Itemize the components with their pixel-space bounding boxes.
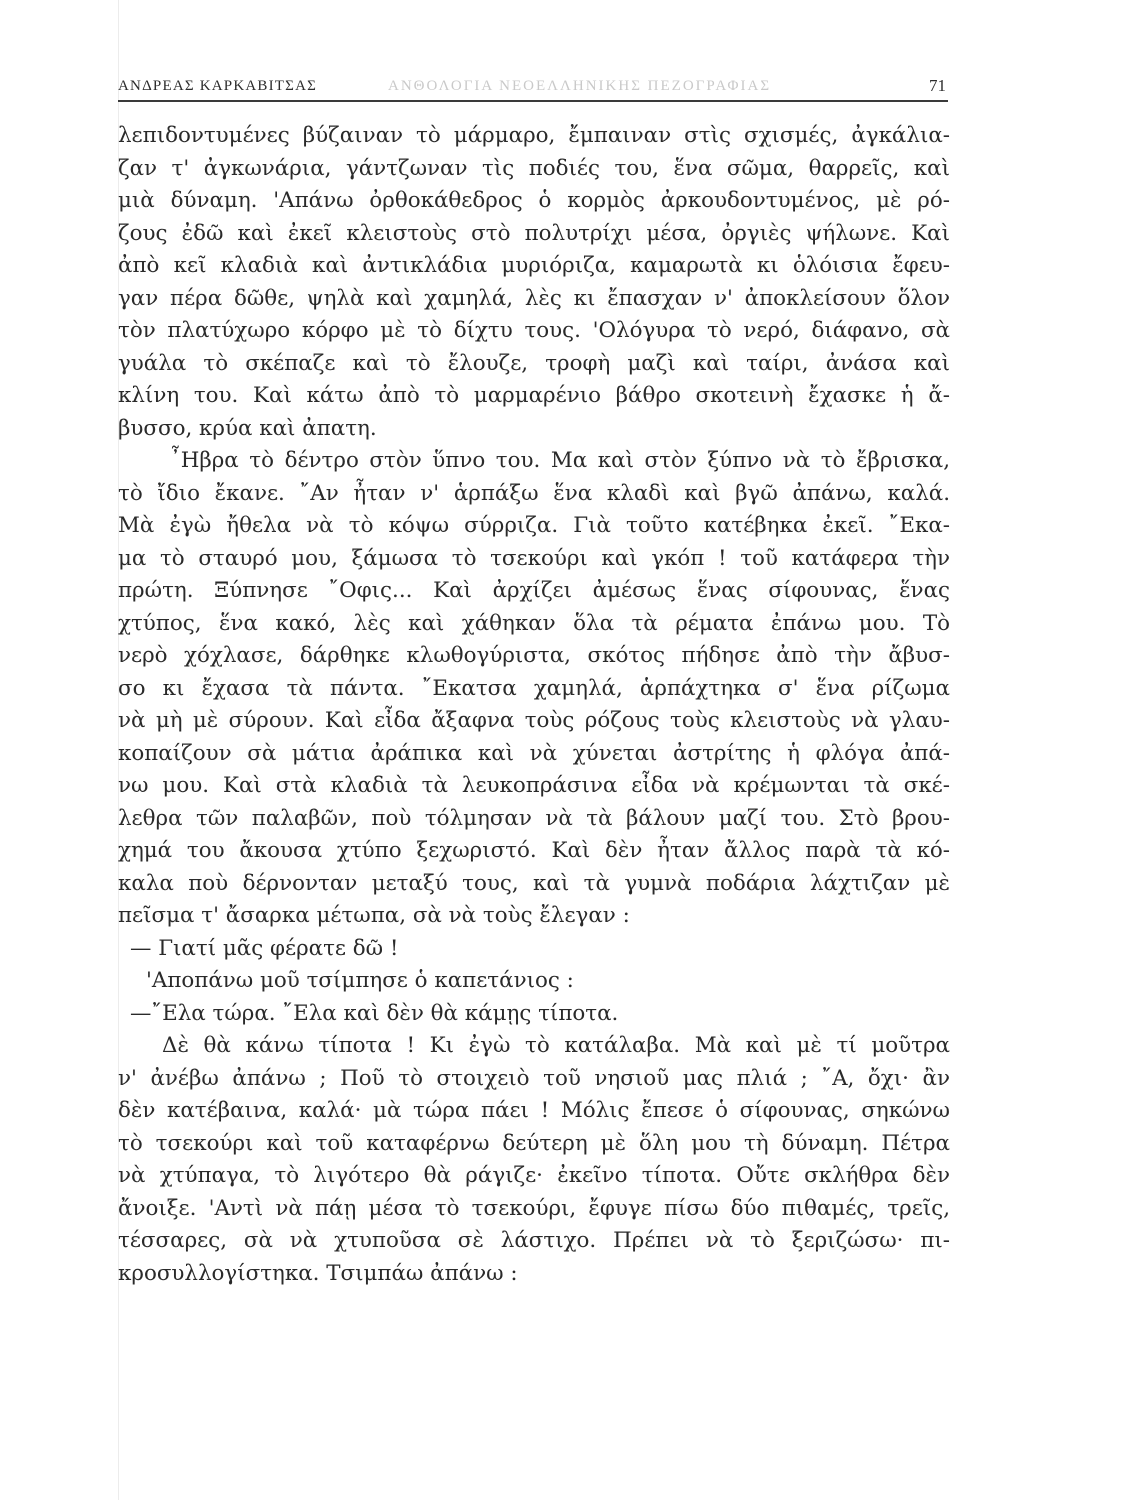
text-line: τέσσαρες, σὰ νὰ χτυποῦσα σὲ λάστιχο. Πρέπει νὰ τὸ ξεριζώσω· πι-	[118, 1228, 950, 1253]
text-line: κλίνη του. Καὶ κάτω ἀπὸ τὸ μαρμαρένιο βάθρο σκοτεινὴ ἔχασκε ἡ ἄ-	[118, 383, 950, 408]
text-line: νὰ μὴ μὲ σύρουν. Καὶ εἶδα ἄξαφνα τοὺς ρόζους τοὺς κλειστοὺς νὰ γλαυ-	[118, 708, 950, 733]
text-line: κοπαίζουν σὰ μάτια ἀράπικα καὶ νὰ χύνεται ἀστρίτης ἡ φλόγα ἀπά-	[118, 740, 950, 766]
body-text	[118, 120, 950, 1290]
dialogue-line: —῎Ελα τώρα. ῎Ελα καὶ δὲν θὰ κάμῃς τίποτα.	[130, 1000, 619, 1026]
show-through-text: ΑΝΘΟΛΟΓΙΑ ΝΕΟΕΛΛΗΝΙΚΗΣ ΠΕΖΟΓΡΑΦΙΑΣ	[388, 78, 772, 94]
text-line: γαν πέρα δῶθε, ψηλὰ καὶ χαμηλά, λὲς κι ἔπασχαν ν' ἀποκλείσουν ὅλον	[118, 285, 950, 311]
text-line: μιὰ δύναμη. 'Απάνω ὀρθοκάθεδρος ὁ κορμὸς ἀρκουδοντυμένος, μὲ ρό-	[118, 188, 950, 213]
text-line: τὸ ἴδιο ἔκανε. ῎Αν ἦταν ν' ἁρπάξω ἕνα κλαδὶ καὶ βγῶ ἀπάνω, καλά.	[118, 480, 950, 506]
text-line: ζους ἐδῶ καὶ ἐκεῖ κλειστοὺς στὸ πολυτρίχι μέσα, ὀργιὲς ψήλωνε. Καὶ	[118, 220, 950, 246]
text-line: λεθρα τῶν παλαβῶν, ποὺ τόλμησαν νὰ τὰ βάλουν μαζί του. Στὸ βρου-	[118, 805, 950, 831]
text-line: ἀπὸ κεῖ κλαδιὰ καὶ ἀντικλάδια μυριόριζα, καμαρωτὰ κι ὁλόισια ἔφευ-	[118, 253, 950, 278]
text-line: ἄνοιξε. 'Αντὶ νὰ πάῃ μέσα τὸ τσεκούρι, ἔφυγε πίσω δύο πιθαμές, τρεῖς,	[118, 1195, 950, 1221]
text-line: Δὲ θὰ κάνω τίποτα ! Κι ἐγὼ τὸ κατάλαβα. Μὰ καὶ μὲ τί μοῦτρα	[162, 1033, 950, 1058]
page-header	[118, 70, 948, 102]
text-line: καλα ποὺ δέρνονταν μεταξύ τους, καὶ τὰ γυμνὰ ποδάρια λάχτιζαν μὲ	[118, 870, 950, 896]
text-line: γυάλα τὸ σκέπαζε καὶ τὸ ἔλουζε, τροφὴ μαζὶ καὶ ταίρι, ἀνάσα καὶ	[118, 350, 950, 376]
text-line: νὰ χτύπαγα, τὸ λιγότερο θὰ ράγιζε· ἐκεῖνο τίποτα. Οὔτε σκλήθρα δὲν	[118, 1163, 950, 1188]
running-head: ΑΝΔΡΕΑΣ ΚΑΡΚΑΒΙΤΣΑΣ	[118, 78, 318, 94]
text-line: νω μου. Καὶ στὰ κλαδιὰ τὰ λευκοπράσινα εἶδα νὰ κρέμωνται τὰ σκέ-	[118, 773, 950, 798]
text-line: τὸν πλατύχωρο κόρφο μὲ τὸ δίχτυ τους. 'Ολόγυρα τὸ νερό, διάφανο, σὰ	[118, 318, 950, 343]
text-line: Μὰ ἐγὼ ἤθελα νὰ τὸ κόψω σύρριζα. Γιὰ τοῦτο κατέβηκα ἐκεῖ. ῎Εκα-	[118, 513, 950, 538]
text-line: χτύπος, ἕνα κακό, λὲς καὶ χάθηκαν ὅλα τὰ ρέματα ἐπάνω μου. Τὸ	[118, 610, 950, 636]
text-line: ῏Ηβρα τὸ δέντρο στὸν ὕπνο του. Μα καὶ στὸν ξύπνο νὰ τὸ ἔβρισκα,	[170, 448, 950, 473]
text-line: ζαν τ' ἀγκωνάρια, γάντζωναν τὶς ποδιές του, ἕνα σῶμα, θαρρεῖς, καὶ	[118, 155, 950, 181]
text-line: πρώτη. Ξύπνησε ῎Οφις... Καὶ ἀρχίζει ἀμέσως ἕνας σίφουνας, ἕνας	[118, 578, 950, 603]
text-line: πεῖσμα τ' ἄσαρκα μέτωπα, σὰ νὰ τοὺς ἔλεγαν :	[118, 903, 630, 928]
text-line: ν' ἀνέβω ἀπάνω ; Ποῦ τὸ στοιχειὸ τοῦ νησιοῦ μας πλιά ; ῎Α, ὄχι· ἂν	[118, 1065, 950, 1091]
text-line: μα τὸ σταυρό μου, ξάμωσα τὸ τσεκούρι καὶ γκόπ ! τοῦ κατάφερα τὴν	[118, 545, 950, 571]
text-line: βυσσο, κρύα καὶ ἀπατη.	[118, 415, 377, 441]
dialogue-line: — Γιατί μᾶς φέρατε δῶ !	[130, 935, 399, 961]
text-line: χημά του ἄκουσα χτύπο ξεχωριστό. Καὶ δὲν ἦταν ἄλλος παρὰ τὰ κό-	[118, 838, 950, 863]
text-line: νερὸ χόχλασε, δάρθηκε κλωθογύριστα, σκότος πήδησε ἀπὸ τὴν ἄβυσ-	[118, 643, 950, 668]
text-line: τὸ τσεκούρι καὶ τοῦ καταφέρνω δεύτερη μὲ ὅλη μου τὴ δύναμη. Πέτρα	[118, 1130, 950, 1156]
text-line: δὲν κατέβαινα, καλά· μὰ τώρα πάει ! Μόλις ἔπεσε ὁ σίφουνας, σηκώνω	[118, 1098, 950, 1123]
text-line: 'Αποπάνω μοῦ τσίμπησε ὁ καπετάνιος :	[146, 968, 574, 993]
text-line: λεπιδοντυμένες βύζαιναν τὸ μάρμαρο, ἔμπαιναν στὶς σχισμές, ἀγκάλια-	[118, 123, 950, 148]
page-number: 71	[929, 76, 946, 95]
text-line: κροσυλλογίστηκα. Τσιμπάω ἀπάνω :	[118, 1260, 518, 1286]
text-line: σο κι ἔχασα τὰ πάντα. ῎Εκατσα χαμηλά, ἁρπάχτηκα σ' ἕνα ρίζωμα	[118, 675, 950, 701]
